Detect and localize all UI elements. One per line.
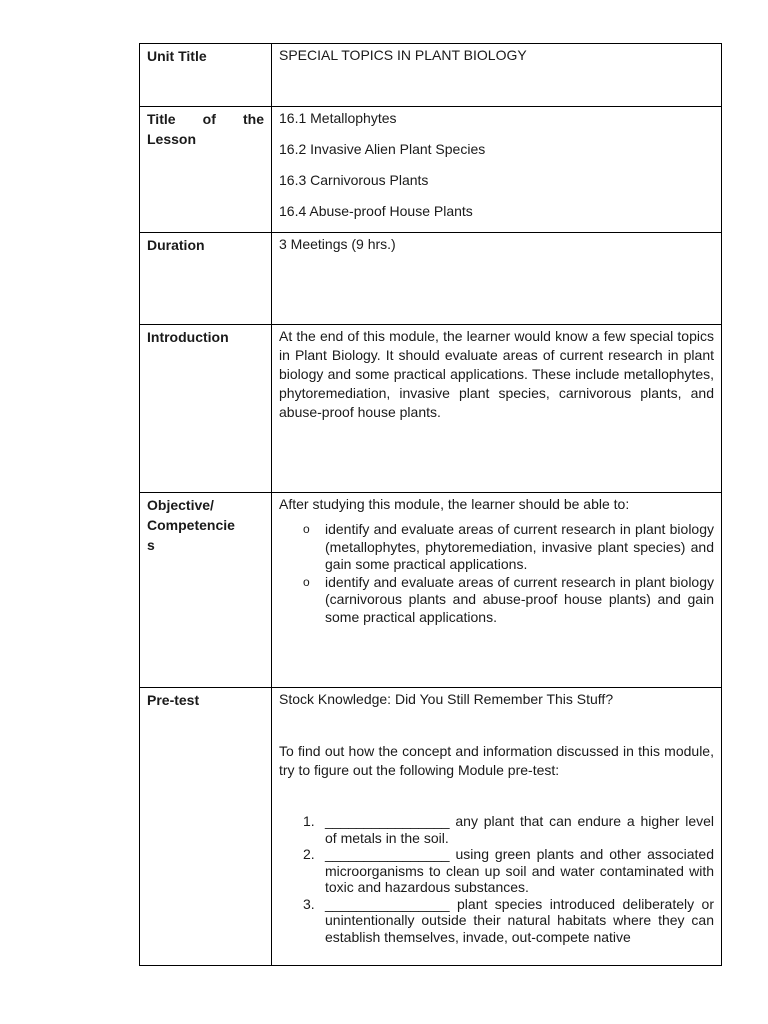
objective-item xyxy=(279,521,714,574)
pretest-heading: Stock Knowledge: Did You Still Remember This Stuff? xyxy=(279,691,614,707)
row-objectives xyxy=(140,493,722,688)
bullet-circle-icon: o xyxy=(303,522,310,536)
question-number: 3. xyxy=(303,895,315,912)
pretest-label: Pre-test xyxy=(140,688,272,966)
objectives-intro: After studying this module, the learner should be able to: xyxy=(279,496,630,512)
question-number: 2. xyxy=(303,846,315,862)
pretest-question xyxy=(279,813,714,846)
objectives-label-line1: Objective/ xyxy=(147,497,214,513)
objective-text: identify and evaluate areas of current research in plant biology (carnivorous plants and abuse-proof house plants) and gain some practical applications. xyxy=(325,573,714,625)
lesson-item: 16.1 Metallophytes xyxy=(279,110,397,126)
lesson-label-line1: Title of the xyxy=(147,111,264,127)
lesson-label-line2: Lesson xyxy=(147,131,197,147)
lesson-item: 16.2 Invasive Alien Plant Species xyxy=(279,141,486,157)
lesson-item: 16.4 Abuse-proof House Plants xyxy=(279,203,473,219)
objectives-label-line2: Competencie xyxy=(147,517,235,533)
row-introduction xyxy=(140,325,722,493)
row-pretest xyxy=(140,688,722,966)
question-text: ________________ using green plants and other associated microorganisms to clean up soil and water contaminated with toxic and hazardous substances. xyxy=(325,846,714,895)
introduction-cell xyxy=(272,325,722,493)
objectives-label xyxy=(140,493,272,688)
lesson-label xyxy=(140,107,272,233)
pretest-questions xyxy=(279,813,714,945)
question-text: ________________ plant species introduced deliberately or unintentionally outside their natural habitats where they can establish themselves, invade, out-compete native xyxy=(325,895,714,945)
duration-value: 3 Meetings (9 hrs.) xyxy=(272,233,722,325)
row-lesson xyxy=(140,107,722,233)
objectives-label-line3: s xyxy=(147,537,155,553)
pretest-question xyxy=(279,896,714,946)
pretest-instructions: To find out how the concept and information discussed in this module, try to figure out the following Module pre-test: xyxy=(279,743,714,778)
objective-text: identify and evaluate areas of current research in plant biology (metallophytes, phytoremediation, invasive plant species) and gain some practical applications. xyxy=(325,521,714,572)
duration-label: Duration xyxy=(140,233,272,325)
unit-title-value: SPECIAL TOPICS IN PLANT BIOLOGY xyxy=(272,44,722,107)
objectives-cell xyxy=(272,493,722,688)
objective-item xyxy=(279,574,714,627)
pretest-question xyxy=(279,846,714,896)
pretest-cell xyxy=(272,688,722,966)
row-unit-title xyxy=(140,44,722,107)
question-text: ________________ any plant that can endure a higher level of metals in the soil. xyxy=(325,813,714,846)
module-table xyxy=(139,43,722,966)
question-number: 1. xyxy=(303,813,315,829)
bullet-circle-icon: o xyxy=(303,574,310,589)
objectives-list xyxy=(279,521,714,626)
introduction-label: Introduction xyxy=(140,325,272,493)
introduction-text: At the end of this module, the learner would know a few special topics in Plant Biology. It should evaluate areas of current research in plant biology and some practical applications. These include metallophytes, phytoremediation, invasive plant species, carnivorous plants, and abuse-proof house plants. xyxy=(279,328,714,420)
lesson-list xyxy=(272,107,722,233)
row-duration xyxy=(140,233,722,325)
lesson-item: 16.3 Carnivorous Plants xyxy=(279,172,429,188)
unit-title-label: Unit Title xyxy=(140,44,272,107)
